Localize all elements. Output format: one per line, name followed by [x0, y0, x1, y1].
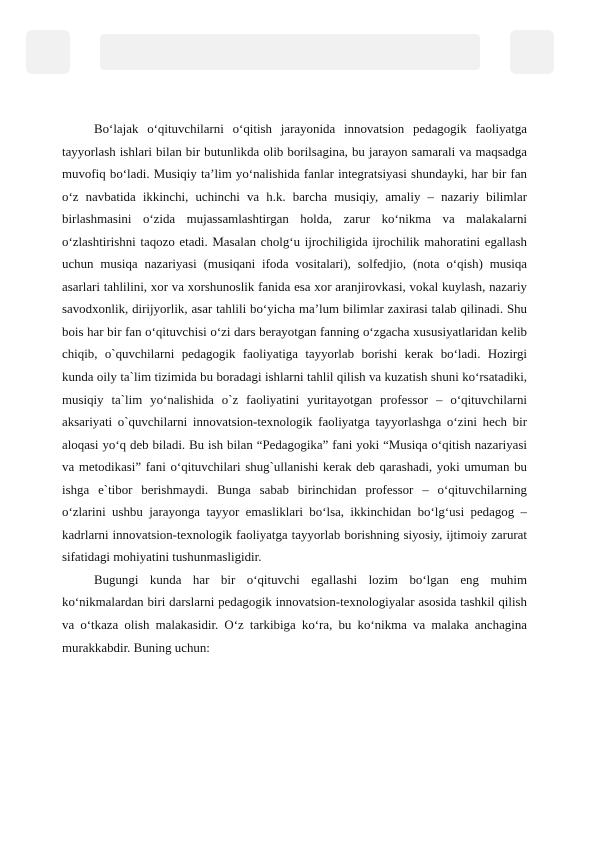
paragraph-1: Bo‘lajak o‘qituvchilarni o‘qitish jarayonida innovatsion pedagogik faoliyatga tayyorlash ishlari bilan bir butunlikda olib borilsagina, bu jarayon samarali va maqsadga muvofiq bo‘ladi. Musiqiy ta’lim yo‘nalishida fanlar integratsiyasi shundayki, har bir fan o‘z navbatida ikkinchi, uchinchi va h.k. barcha musiqiy, amaliy – nazariy bilimlar birlashmasini o‘zida mujassamlashtirgan holda, zarur ko‘nikma va malakalarni o‘zlashtirishni taqozo etadi. Masalan cholg‘u ijrochiligida ijrochilik mahoratini egallash uchun musiqa nazariyasi (musiqani ifoda vositalari), solfedjio, (nota o‘qish) musiqa asarlari tahlilini, xor va xorshunoslik fanida esa xor aranjirovkasi, vokal kuylash, nazariy savodxonlik, dirijyorlik, asar tahlili bo‘yicha ma’lum bilimlar zaxirasi talab qilinadi. Shu bois har bir fan o‘qituvchisi o‘zi dars berayotgan fanning o‘zgacha xususiyatlaridan kelib chiqib, o`quvchilarni pedagogik faoliyatiga tayyorlab borishi kerak bo‘ladi. Hozirgi kunda oily ta`lim tizimida bu boradagi ishlarni tahlil qilish va kuzatish shuni ko‘rsatadiki, musiqiy ta`lim yo‘nalishida o`z faoliyatini yuritayotgan professor – o‘qituvchilarni aksariyati o`quvchilarni innovatsion-texnologik faoliyatga tayyorlashga o‘zini hech bir aloqasi yo‘q deb biladi. Bu ish bilan “Pedagogika” fani yoki “Musiqa o‘qitish nazariyasi va metodikasi” fani o‘qituvchilari shug`ullanishi kerak deb qarashadi, yoki umuman bu ishga e`tibor berishmaydi. Bunga sabab birinchidan professor – o‘qituvchilarning o‘zlarini ushbu jarayonga tayyor emasliklari bo‘lsa, ikkinchidan bo‘lg‘usi pedagog – kadrlarni innovatsion-texnologik faoliyatga tayyorlab borishning siyosiy, ijtimoiy zarurat sifatidagi mohiyatini tushunmasligidir.	[62, 122, 527, 565]
watermark-logo-icon	[20, 22, 575, 82]
paragraph-2: Bugungi kunda har bir o‘qituvchi egallashi lozim bo‘lgan eng muhim ko‘nikmalardan biri darslarni pedagogik innovatsion-texnologiyalar asosida tashkil qilish va o‘tkaza olish malakasidir. O‘z tarkibiga ko‘ra, bu ko‘nikma va malaka anchagina murakkabdir. Buning uchun:	[62, 572, 527, 655]
document-body	[62, 118, 527, 659]
